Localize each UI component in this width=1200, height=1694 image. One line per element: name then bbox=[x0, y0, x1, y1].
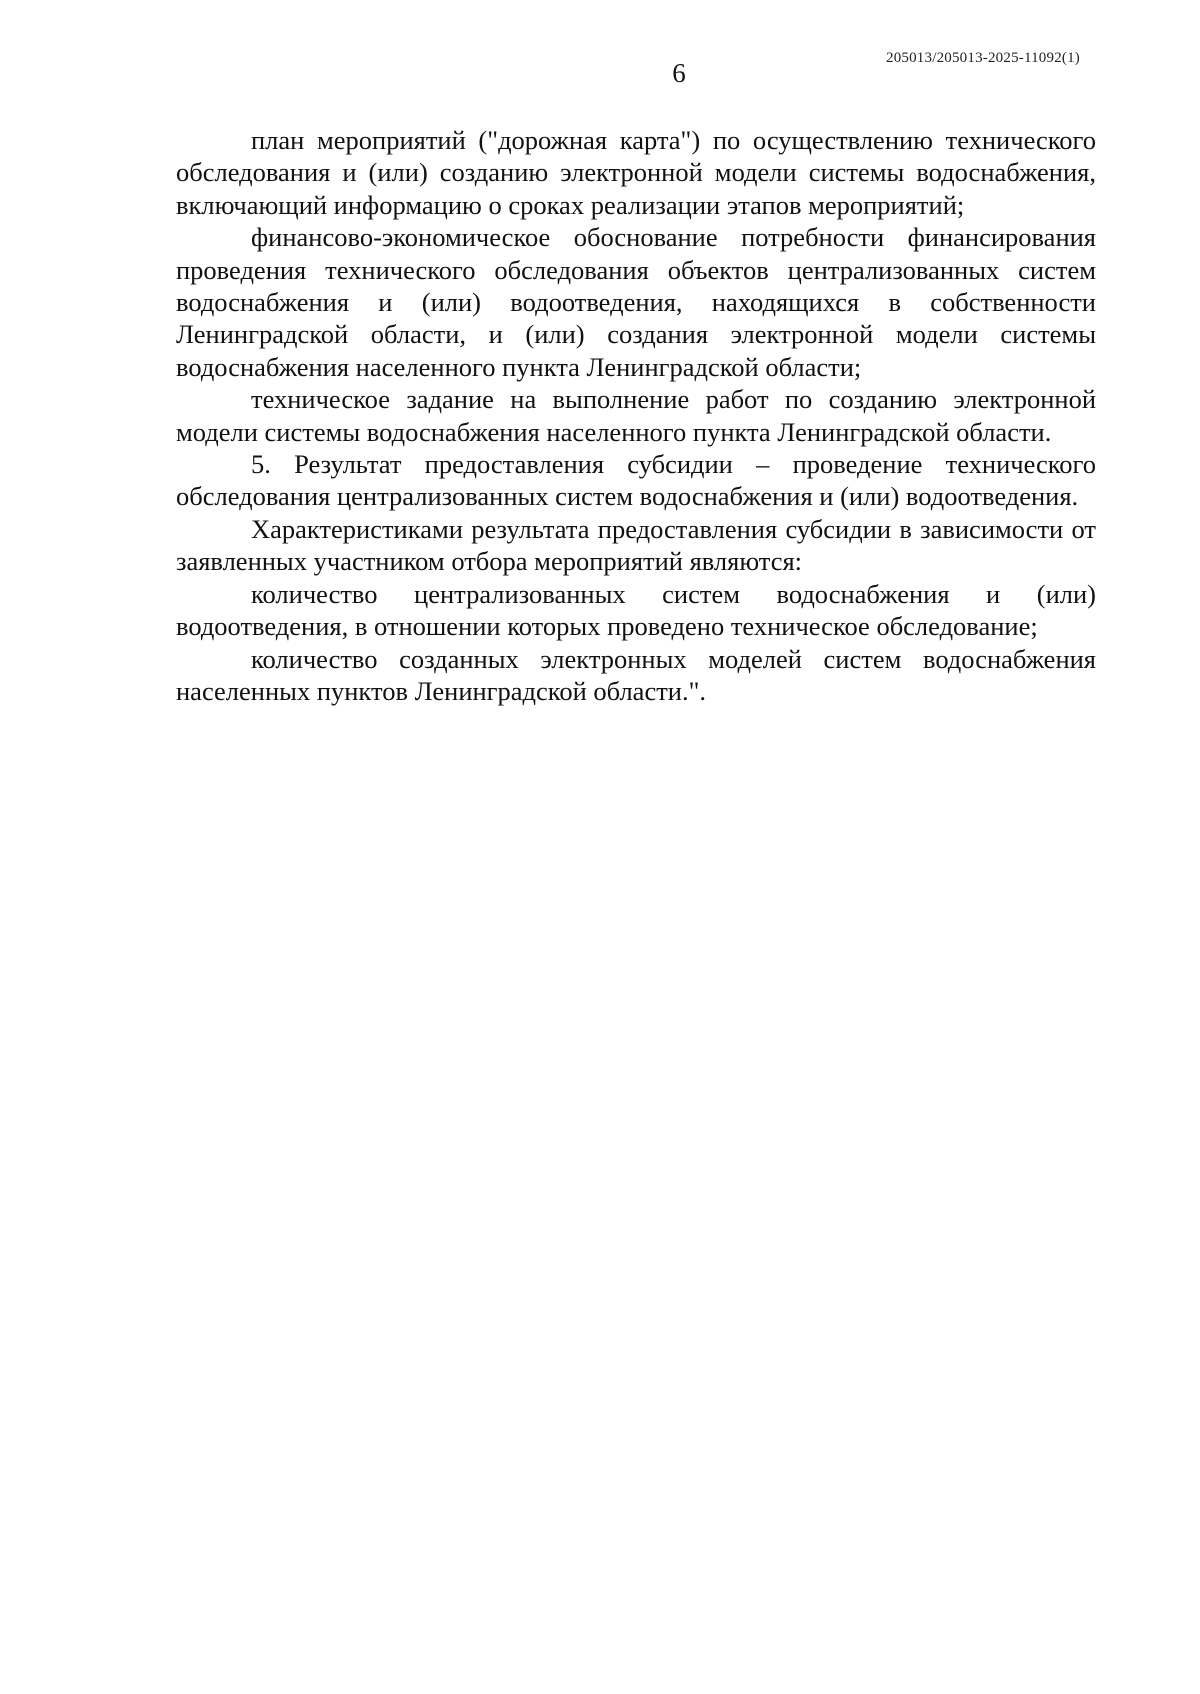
document-body bbox=[176, 124, 1096, 707]
paragraph-subsidy-result: 5. Результат предоставления субсидии – проведение технического обследования централизованных систем водоснабжения и (или) водоотведения. bbox=[176, 449, 1096, 512]
paragraph-roadmap: план мероприятий ("дорожная карта") по осуществлению технического обследования и (или) созданию электронной модели системы водоснабжения, включающий информацию о сроках реализации этапов мероприятий; bbox=[176, 125, 1096, 220]
document-id: 205013/205013-2025-11092(1) bbox=[886, 50, 1080, 66]
paragraph-systems-count: количество централизованных систем водоснабжения и (или) водоотведения, в отношении которых проведено техническое обследование; bbox=[176, 578, 1096, 642]
paragraph-models-count: количество созданных электронных моделей систем водоснабжения населенных пунктов Ленинградской области.". bbox=[176, 643, 1096, 706]
paragraph-financial-justification: финансово-экономическое обоснование потребности финансирования проведения технического обследования объектов централизованных систем водоснабжения и (или) водоотведения, находящихся в собственности Ленинградской области, и (или) создания электронной модели системы водоснабжения населенного пункта Ленинградской области; bbox=[176, 222, 1096, 382]
paragraph-technical-assignment: техническое задание на выполнение работ по созданию электронной модели системы водоснабжения населенного пункта Ленинградской области. bbox=[176, 384, 1096, 447]
page-number: 6 bbox=[672, 58, 686, 88]
paragraph-result-characteristics: Характеристиками результата предоставления субсидии в зависимости от заявленных участником отбора мероприятий являются: bbox=[176, 513, 1096, 577]
